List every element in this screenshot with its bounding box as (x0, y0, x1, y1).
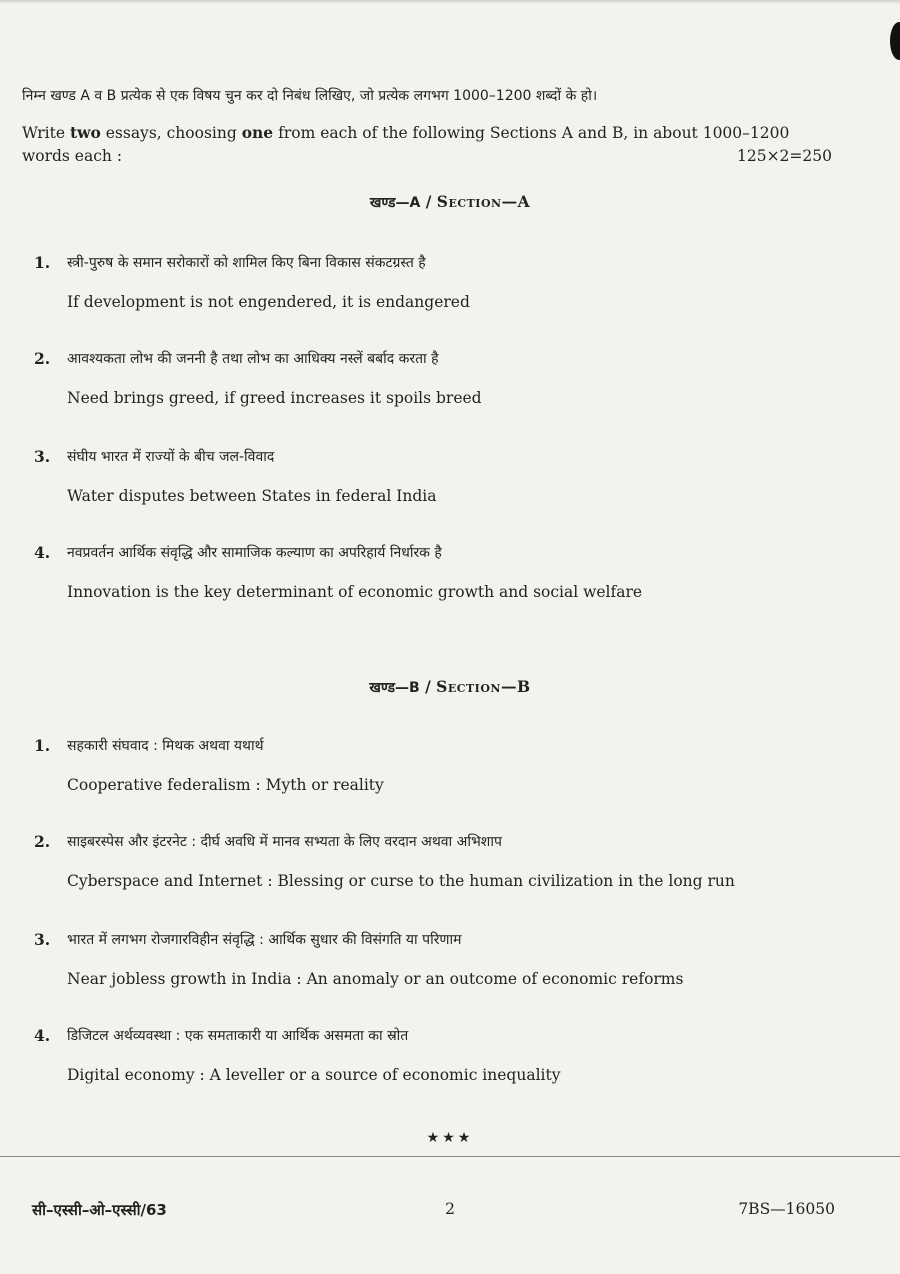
topic-hindi: सहकारी संघवाद : मिथक अथवा यथार्थ (67, 738, 264, 754)
topic-hindi: भारत में लगभग रोजगारविहीन संवृद्धि : आर्थिक सुधार की विसंगति या परिणाम (67, 932, 462, 948)
topic-english: Near jobless growth in India : An anomaly or an outcome of economic reforms (67, 970, 684, 988)
instructions-hindi: निम्न खण्ड A व B प्रत्येक से एक विषय चुन कर दो निबंध लिखिए, जो प्रत्येक लगभग 1000–1200 शब्दों के हो। (22, 88, 598, 104)
exam-page: निम्न खण्ड A व B प्रत्येक से एक विषय चुन कर दो निबंध लिखिए, जो प्रत्येक लगभग 1000–1200 शब्दों के हो। Write two essays, choosing one from each of the following Sections A and B, in about 1000–1200 words each : 125×2=250 खण्ड—A / Section—A 1. स्त्री-पुरुष के समान सरोकारों को शामिल किए बिना विकास संकटग्रस्त है If development is not engendered, it is endangered 2. आवश्यकता लोभ की जननी है तथा लोभ का आधिक्य नस्लें बर्बाद करता है Need brings greed, if greed increases it spoils breed 3. संघीय भारत में राज्यों के बीच जल-विवाद Water disputes between States in federal India 4. नवप्रवर्तन आर्थिक संवृद्धि और सामाजिक कल्याण का अपरिहार्य निर्धारक है Innovation is the key determinant of economic growth and social welfare खण्ड—B / Section—B 1. सहकारी संघवाद : मिथक अथवा यथार्थ Cooperative federalism : Myth or reality 2. साइबरस्पेस और इंटरनेट : दीर्घ अवधि में मानव सभ्यता के लिए वरदान अथवा अभिशाप Cyberspace and Internet : Blessing or curse to the human civilization in the long run 3. भारत में लगभग रोजगारविहीन संवृद्धि : आर्थिक सुधार की विसंगति या परिणाम Near jobless growth in India : An anomaly or an outcome of economic reforms 4. डिजिटल अर्थव्यवस्था : एक समताकारी या आर्थिक असमता का स्रोत Digital economy : A leveller or a source of economic inequality ★★★ सी–एस्सी–ओ–एस्सी/63 2 7BS—16050 (0, 0, 900, 1274)
section-b-heading: खण्ड—B / Section—B (369, 677, 531, 696)
end-marker: ★★★ (426, 1130, 474, 1146)
footer-code-right: 7BS—16050 (738, 1200, 835, 1218)
topic-english: Water disputes between States in federal India (67, 487, 437, 505)
topic-english: Need brings greed, if greed increases it spoils breed (67, 389, 482, 407)
marks-allocation: 125×2=250 (736, 147, 832, 165)
topic-hindi: संघीय भारत में राज्यों के बीच जल-विवाद (67, 449, 275, 465)
footer-code-left: सी–एस्सी–ओ–एस्सी/63 (32, 1201, 167, 1219)
topic-english: If development is not engendered, it is endangered (67, 293, 470, 311)
topic-english: Innovation is the key determinant of economic growth and social welfare (67, 583, 643, 601)
topic-hindi: आवश्यकता लोभ की जननी है तथा लोभ का आधिक्य नस्लें बर्बाद करता है (67, 351, 439, 367)
topic-hindi: स्त्री-पुरुष के समान सरोकारों को शामिल किए बिना विकास संकटग्रस्त है (67, 255, 426, 271)
instructions-english: Write two essays, choosing one from each of the following Sections A and B, in about 1000–1200 words each : 125×2=250 (22, 121, 832, 168)
section-a-heading: खण्ड—A / Section—A (369, 192, 531, 211)
topic-hindi: डिजिटल अर्थव्यवस्था : एक समताकारी या आर्थिक असमता का स्रोत (67, 1028, 409, 1044)
footer-divider (0, 1156, 900, 1157)
scan-edge (0, 0, 900, 4)
scan-blot (890, 22, 900, 60)
topic-english: Digital economy : A leveller or a source of economic inequality (67, 1066, 561, 1084)
topic-hindi: साइबरस्पेस और इंटरनेट : दीर्घ अवधि में मानव सभ्यता के लिए वरदान अथवा अभिशाप (67, 834, 502, 850)
topic-english: Cooperative federalism : Myth or reality (67, 776, 384, 794)
page-number: 2 (445, 1200, 455, 1218)
topic-english: Cyberspace and Internet : Blessing or curse to the human civilization in the long run (67, 872, 735, 890)
topic-hindi: नवप्रवर्तन आर्थिक संवृद्धि और सामाजिक कल्याण का अपरिहार्य निर्धारक है (67, 545, 442, 561)
